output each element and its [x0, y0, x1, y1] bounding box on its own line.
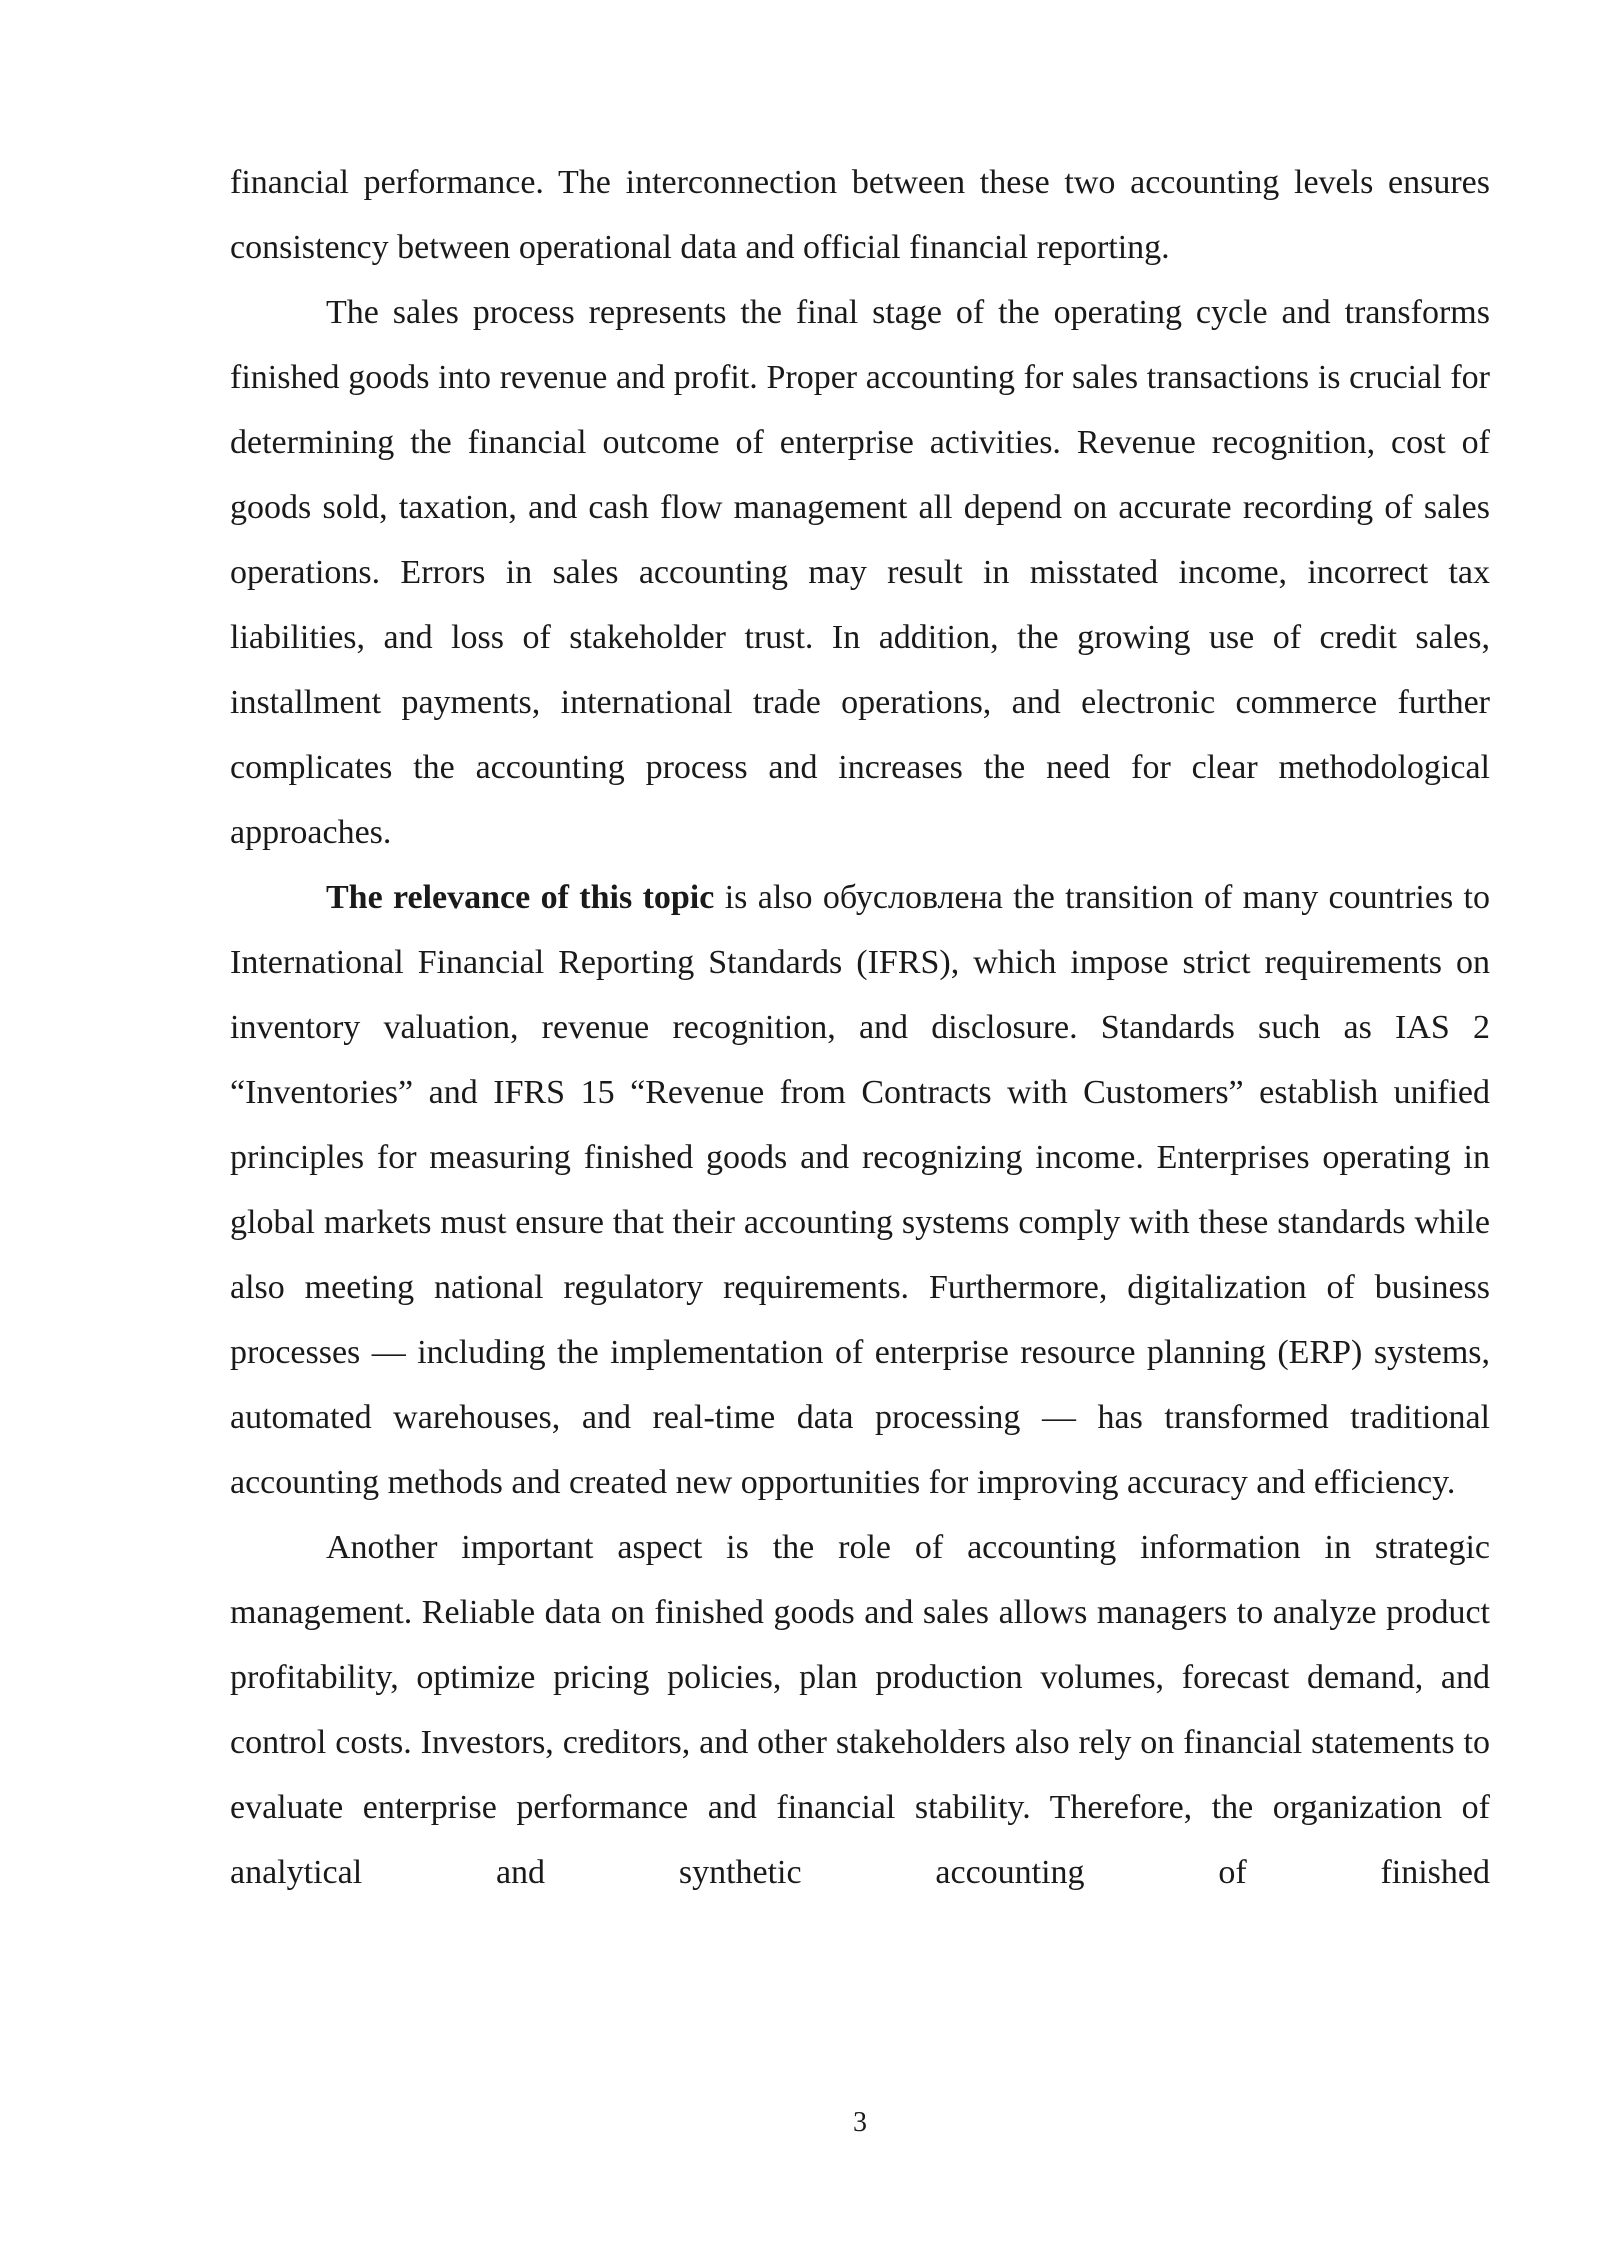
paragraph-3 [230, 865, 1490, 1515]
paragraph-2: The sales process represents the final stage of the operating cycle and transforms finished goods into revenue and profit. Proper accounting for sales transactions is crucial for determining the financial outcome of enterprise activities. Revenue recognition, cost of goods sold, taxation, and cash flow management all depend on accurate recording of sales operations. Errors in sales accounting may result in misstated income, incorrect tax liabilities, and loss of stakeholder trust. In addition, the growing use of credit sales, installment payments, international trade operations, and electronic commerce further complicates the accounting process and increases the need for clear methodological approaches. [230, 294, 1490, 851]
paragraph-1: financial performance. The interconnection between these two accounting levels ensures consistency between operational data and official financial reporting. [230, 164, 1490, 266]
paragraph-4: Another important aspect is the role of accounting information in strategic management. Reliable data on finished goods and sales allows managers to analyze product profitability, optimize pricing policies, plan production volumes, forecast demand, and control costs. Investors, creditors, and other stakeholders also rely on financial statements to evaluate enterprise performance and financial stability. Therefore, the organization of analytical and synthetic accounting of finished [230, 1529, 1490, 1891]
relevance-heading-inline: The relevance of this topic [326, 879, 715, 916]
page-number: 3 [853, 2107, 867, 2138]
paragraph-3-text: is also обусловлена the transition of many countries to International Financial Reporting Standards (IFRS), which impose strict requirements on inventory valuation, revenue recognition, and disclosure. Standards such as IAS 2 “Inventories” and IFRS 15 “Revenue from Contracts with Customers” establish unified principles for measuring finished goods and recognizing income. Enterprises operating in global markets must ensure that their accounting systems comply with these standards while also meeting national regulatory requirements. Furthermore, digitalization of business processes — including the implementation of enterprise resource planning (ERP) systems, automated warehouses, and real-time data processing — has transformed traditional accounting methods and created new opportunities for improving accuracy and efficiency. [230, 879, 1491, 1501]
body-text [230, 150, 1490, 1905]
